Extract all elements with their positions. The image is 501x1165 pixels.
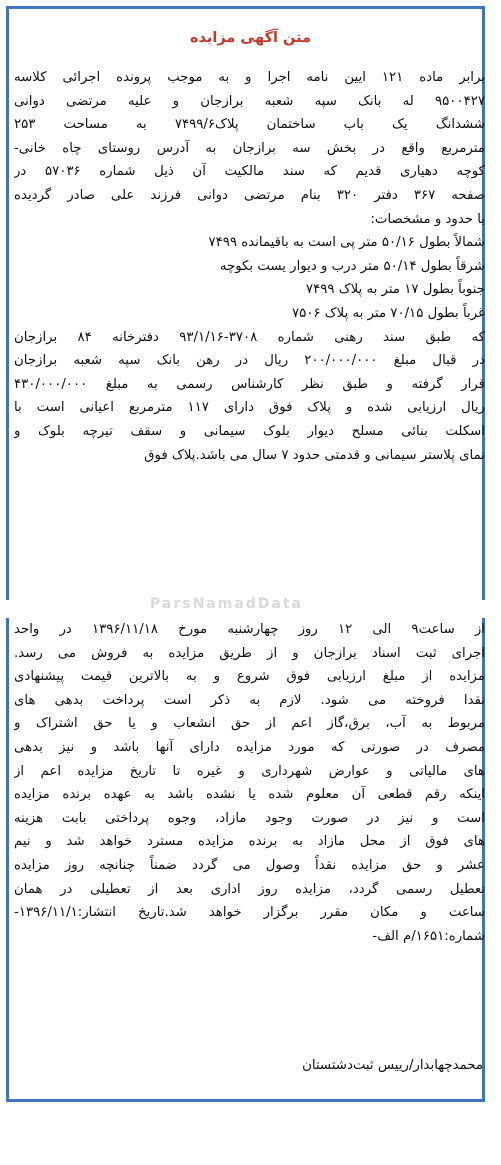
text-line: های مالیاتی و عوارض شهرداری و غیره تا تاریخ مزایده اعم از (14, 763, 485, 779)
text-line: اسکلت بنائی مسلح دیوار بلوک سیمانی و سقف تیرچه بلوک و (14, 423, 485, 439)
text-line: مترمربع واقع در بخش سه برازجان به آدرس روستای چاه خانی- (14, 140, 485, 156)
text-line: مزایده از مبلغ ارزیابی فوق شروع و به بالاترین قیمت پیشنهادی (14, 669, 485, 685)
notice-title: متن آگهی مزایده (189, 30, 312, 46)
text-line: عشر و حق مزایده نقداً وصول می گردد ضمناً چنانچه روز مزایده (14, 857, 485, 873)
notice-body-top (14, 66, 485, 467)
notice-body-bottom (14, 618, 485, 948)
text-line: اینکه رقم قطعی آن معلوم شده یا نشده باشد به عهده برنده مزایده (14, 787, 485, 803)
text-line: در قبال مبلغ ۲۰۰/۰۰۰/۰۰۰ ریال در رهن بانک سپه شعبه برازجان (14, 353, 485, 369)
top-paragraph (14, 66, 485, 467)
text-line: شماره:۱۶۵۱/م الف- (372, 928, 485, 944)
text-line: تعطیل رسمی گردد، مزایده روز اداری بعد از تعطیلی در همان (14, 881, 485, 897)
text-line: مصرف در صورتی که مورد مزایده دارای آنها باشد و نیز بدهی (14, 739, 485, 755)
text-line: اجرای ثبت اسناد برازجان و از طریق مزایده به فروش می رسد. (14, 645, 485, 661)
text-line: برابر ماده ۱۲۱ ایین نامه اجرا و به موجب پرونده اجرائی کلاسه (14, 70, 485, 85)
text-line: ریال ارزیابی شده و پلاک فوق دارای ۱۱۷ مترمربع اعیانی است با (14, 400, 485, 416)
watermark: ParsNamadData (150, 596, 303, 612)
text-line: از ساعت۹ الی ۱۲ روز چهارشنبه مورخ ۱۳۹۶/۱۱/۱۸ در واحد (14, 622, 485, 637)
text-line: ۹۵۰۰۴۲۷ له بانک سپه شعبه برازجان و علیه مرتضی دوانی (14, 93, 485, 109)
text-line: جنوباً بطول ۱۷ متر به پلاک ۷۴۹۹ (305, 282, 485, 298)
text-line: با حدود و مشخصات: (370, 211, 485, 227)
text-line: های فوق از محل مازاد به برنده مزایده مسترد خواهد شد و نیم (14, 834, 485, 850)
signature: محمدچهابدار/رییس ثبت‌دشتستان (302, 1058, 483, 1073)
text-line: غرباً بطول ۷۰/۱۵ متر به پلاک ۷۵۰۶ (291, 305, 485, 321)
text-line: ساعت و مکان مقرر برگزار خواهد شد.تاریخ انتشار:۱۳۹۶/۱۱/۱- (14, 905, 485, 921)
text-line: که طبق سند رهنی شماره ۳۷۰۸-۹۳/۱/۱۶ دفترخانه ۸۴ برازجان (14, 329, 485, 345)
text-line: نقدا فروخته می شود. لازم به ذکر است پرداخت بدهی های (14, 692, 485, 708)
text-line: کوچه دهیاری قدیم که سند مالکیت آن ذیل شماره ۵۷۰۳۶ در (14, 164, 485, 180)
text-line: مربوط به آب، برق،گاز اعم از حق انشعاب و یا حق اشتراک و (14, 716, 485, 732)
text-line: صفحه ۳۶۷ دفتر ۳۲۰ بنام مرتضی دوانی فرزند علی صادر گردیده (14, 187, 485, 203)
text-line: ششدانگ یک باب ساختمان پلاک۷۴۹۹/۶ به مساحت ۲۵۳ (14, 117, 485, 133)
text-line: شمالاً بطول ۵۰/۱۶ متر پی است به باقیمانده ۷۴۹۹ (208, 235, 485, 251)
text-line: نمای پلاستر سیمانی و قدمتی حدود ۷ سال می باشد.پلاک فوق (144, 447, 485, 463)
text-line: قرار گرفته و طبق نظر کارشناس رسمی به مبلغ ۴۳۰/۰۰۰/۰۰۰ (14, 376, 485, 392)
bottom-paragraph (14, 618, 485, 948)
text-line: است و نیز در صورت وجود مازاد، وجوه پرداختی بابت هزینه (14, 810, 485, 826)
text-line: شرقاً بطول ۵۰/۱۴ متر درب و دیوار یست بکوچه (219, 258, 485, 274)
